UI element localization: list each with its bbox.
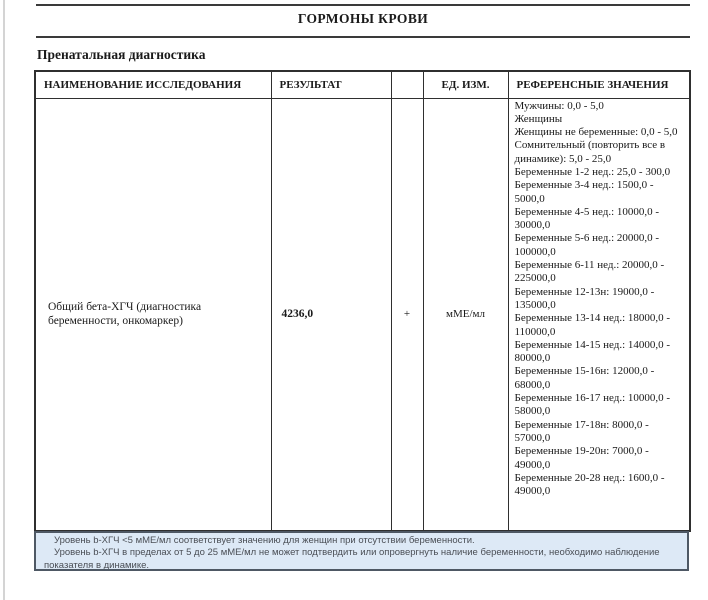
table-header-row <box>35 71 690 98</box>
column-header-flag <box>391 71 423 98</box>
reference-value-line: Беременные 12-13н: 19000,0 - 135000,0 <box>514 285 655 311</box>
flag-cell: + <box>391 98 423 531</box>
column-header-result: РЕЗУЛЬТАТ <box>271 71 391 98</box>
reference-value-line: Беременные 16-17 нед.: 10000,0 - 58000,0 <box>514 392 671 418</box>
reference-value-line: Беременные 6-11 нед.: 20000,0 - 225000,0 <box>514 259 665 285</box>
reference-values-list <box>515 100 686 499</box>
reference-value-line: Беременные 19-20н: 7000,0 - 49000,0 <box>514 445 649 471</box>
reference-value-line: Беременные 4-5 нед.: 10000,0 - 30000,0 <box>514 205 660 232</box>
reference-value-line: Беременные 1-2 нед.: 25,0 - 300,0 <box>514 165 671 178</box>
reference-value-line: Беременные 13-14 нед.: 18000,0 - 110000,0 <box>514 312 671 338</box>
reference-value-line: Женщины <box>514 112 563 125</box>
note-box <box>34 531 689 571</box>
results-table <box>34 70 691 532</box>
column-header-test-name: НАИМЕНОВАНИЕ ИССЛЕДОВАНИЯ <box>35 71 271 98</box>
note-line: Уровень b-ХГЧ в пределах от 5 до 25 мМЕ/мл не может подтвердить или опровергнуть наличие беременности, необходимо наблюдение показателя в динамике. <box>44 547 660 571</box>
page-title: ГОРМОНЫ КРОВИ <box>297 11 429 26</box>
reference-value-line: Беременные 20-28 нед.: 1600,0 - 49000,0 <box>514 471 665 498</box>
note-line: Уровень b-ХГЧ <5 мМЕ/мл соответствует значению для женщин при отсутствии беременности. <box>54 535 475 546</box>
reference-values-cell <box>508 98 690 531</box>
reference-value-line: Беременные 5-6 нед.: 20000,0 - 100000,0 <box>514 232 660 258</box>
units-cell: мМЕ/мл <box>423 98 508 531</box>
title-rule-top <box>36 4 690 6</box>
table-row <box>35 98 690 531</box>
note-lines <box>44 535 679 571</box>
column-header-reference: РЕФЕРЕНСНЫЕ ЗНАЧЕНИЯ <box>508 71 690 98</box>
reference-value-line: Беременные 3-4 нед.: 1500,0 - 5000,0 <box>514 179 654 205</box>
title-rule-bottom <box>36 36 690 38</box>
test-name-cell: Общий бета-ХГЧ (диагностика беременности, онкомаркер) <box>35 98 271 531</box>
reference-value-line: Женщины не беременные: 0,0 - 5,0 <box>514 126 678 139</box>
reference-value-line: Беременные 14-15 нед.: 14000,0 - 80000,0 <box>514 338 671 365</box>
page-edge-line <box>3 0 5 600</box>
section-title: Пренатальная диагностика <box>37 47 206 62</box>
reference-value-line: Беременные 17-18н: 8000,0 - 57000,0 <box>514 418 649 444</box>
column-header-units: ЕД. ИЗМ. <box>423 71 508 98</box>
result-value-cell: 4236,0 <box>271 98 391 531</box>
reference-value-line: Сомнительный (повторить все в динамике): 5,0 - 25,0 <box>514 139 666 165</box>
reference-value-line: Мужчины: 0,0 - 5,0 <box>514 99 604 112</box>
reference-value-line: Беременные 15-16н: 12000,0 - 68000,0 <box>514 365 655 391</box>
